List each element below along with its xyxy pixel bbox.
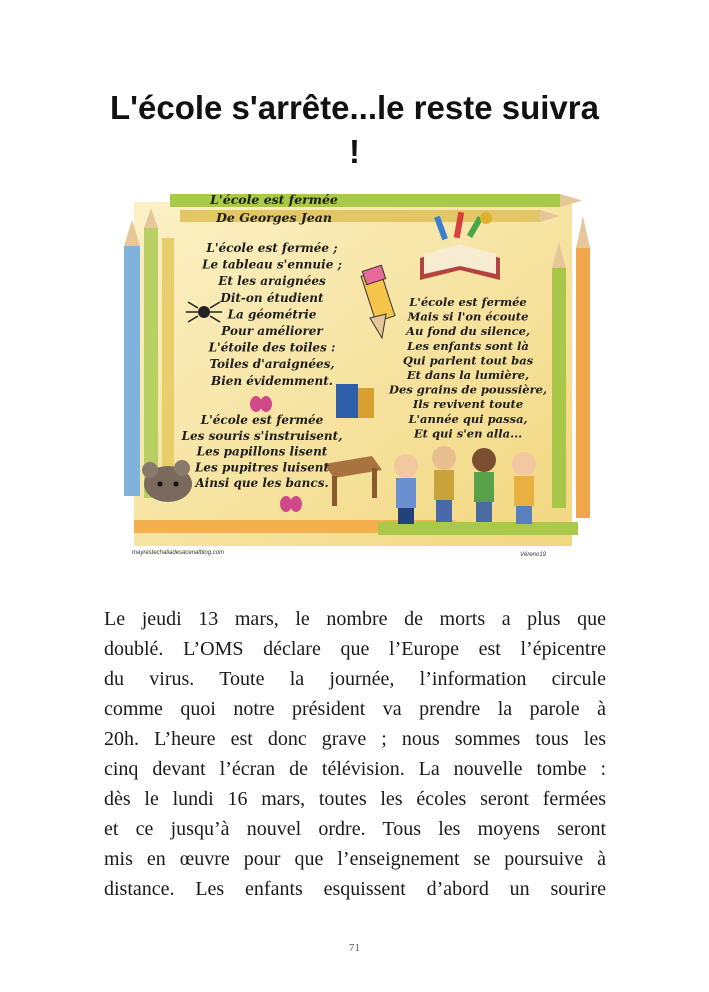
poem-right-stanza [388,295,547,440]
poem-line: L'étoile des toiles : [208,340,336,355]
body-line: doublé. L’OMS déclare que l’Europe est l’épicentre [104,638,606,660]
pencil-right-green [552,242,566,508]
poem-line: Et les araignées [218,274,326,289]
body-line: cinq devant l’écran de télévision. La nouvelle tombe : [104,758,606,780]
pencil-left-yellow [162,238,174,488]
body-line: Le jeudi 13 mars, le nombre de morts a plus que [104,608,606,630]
poem-line: Au fond du silence, [406,324,530,339]
poem-line: L'année qui passa, [408,411,528,426]
body-line: mis en œuvre pour que l’enseignement se poursuive à [104,848,606,870]
body-paragraph [104,604,606,904]
poem-line: Les enfants sont là [407,338,529,353]
poem-line: Pour améliorer [221,324,323,338]
poem-line: L'école est fermée [409,295,527,309]
poem-poster [120,188,592,562]
books-icon [336,384,374,418]
body-line: et ce jusqu’à nouvel ordre. Tous les moyens seront [104,818,606,840]
pencil-left-blue [124,220,140,496]
poem-line: La géométrie [227,307,317,322]
poem-line: Mais si l'on écoute [407,309,529,324]
poem-line: L'école est fermée [210,192,338,207]
poem-line: Toiles d'araignées, [209,357,335,372]
poem-line: L'école est fermée [200,413,324,427]
poem-line: De Georges Jean [216,210,332,225]
poem-line: Ils revivent toute [412,397,524,412]
pencil-left-green [144,208,158,498]
body-line: 20h. L’heure est donc grave ; nous sommes tous les [104,728,606,750]
pencil-right-orange [576,216,590,518]
poem-line: L'école est fermée ; [206,241,338,255]
poem-line: Ainsi que les bancs. [195,476,329,491]
body-line: distance. Les enfants esquissent d’abord un sourire [104,878,606,900]
body-line: du virus. Toute la journée, l’information circule [104,668,606,690]
body-line: dès le lundi 16 mars, toutes les écoles seront fermées [104,788,606,810]
poem-line: Qui parlent tout bas [402,353,534,368]
poem-line: Les papillons lisent [196,444,328,459]
poem-line: Bien évidemment. [211,373,333,388]
page-title: L'école s'arrête...le reste suivra ! [110,89,599,170]
poem-line: Dit-on étudient [220,290,324,305]
poem-line: Et dans la lumière, [406,368,530,382]
poster-footer-url: mayrestechaliadesacenalblog.com [132,550,225,556]
poem-line: Des grains de poussière, [389,382,547,397]
poem-line: Les pupitres luisent [194,460,330,475]
poem-left-stanza-2 [181,413,343,490]
body-line: comme quoi notre président va prendre la parole à [104,698,606,720]
poster-signature: Véreno19 [520,552,547,558]
poem-line: Les souris s'instruisent, [181,428,343,443]
poem-line: Le tableau s'ennuie ; [202,257,342,272]
poem-line: Et qui s'en alla... [413,426,523,441]
page-number: 71 [349,942,360,954]
